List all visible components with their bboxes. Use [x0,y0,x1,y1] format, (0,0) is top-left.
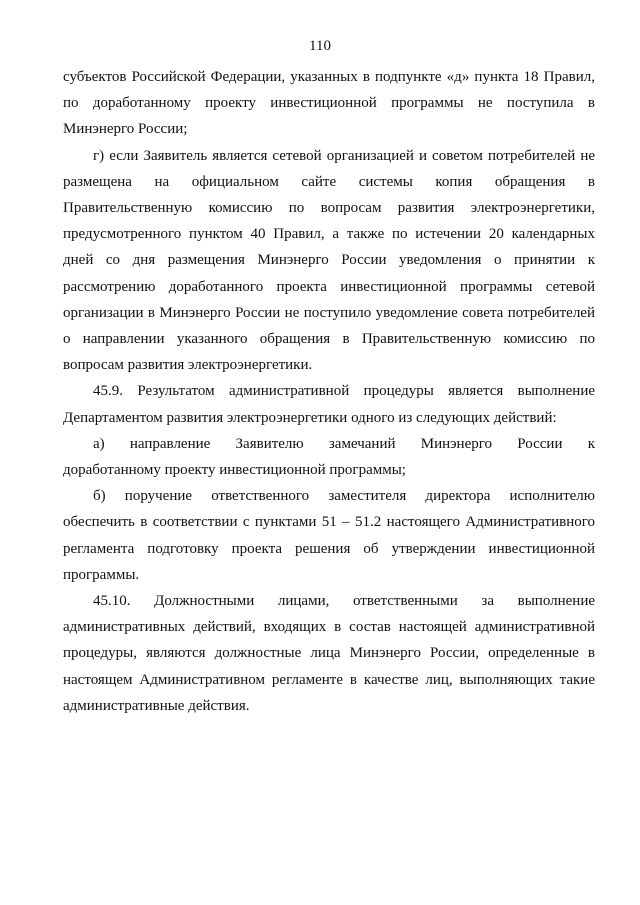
text-line: административные действия. [63,697,250,714]
text-line: дней со дня размещения Минэнерго России уведомления о принятии к [63,252,595,269]
text-line: вопросам развития электроэнергетики. [63,357,313,374]
text-line: Департаментом развития электроэнергетики одного из следующих действий: [63,409,557,426]
text-line: а) направление Заявителю замечаний Минэнерго России к [93,435,595,452]
text-line: размещена на официальном сайте системы копия обращения в [63,173,595,190]
text-line: Правительственную комиссию по вопросам развития электроэнергетики, [63,200,595,217]
paragraph-item-g [63,143,595,379]
paragraph-item-b [63,483,595,588]
text-line: предусмотренного пунктом 40 Правил, а также по истечении 20 календарных [63,226,595,243]
text-line: административных действий, входящих в состав настоящей административной [63,619,595,636]
document-body [63,64,595,719]
text-line: настоящем Административном регламенте в качестве лиц, выполняющих такие [63,671,595,688]
text-line: 45.10. Должностными лицами, ответственными за выполнение [93,593,595,610]
text-line: обеспечить в соответствии с пунктами 51 – 51.2 настоящего Административного [63,514,595,531]
text-line: б) поручение ответственного заместителя директора исполнителю [93,488,595,505]
text-line: доработанному проекту инвестиционной программы; [63,462,406,479]
page-number: 110 [309,38,331,54]
text-line: 45.9. Результатом административной процедуры является выполнение [93,383,595,400]
text-line: программы. [63,566,140,583]
text-line: по доработанному проекту инвестиционной программы не поступила в [63,95,595,112]
text-line: Минэнерго России; [63,121,188,138]
text-line: регламента подготовку проекта решения об утверждении инвестиционной [63,540,595,557]
text-line: процедуры, являются должностные лица Минэнерго России, определенные в [63,645,595,662]
text-line: организации в Минэнерго России не поступило уведомление совета потребителей [63,304,595,321]
paragraph-45-9 [63,378,595,430]
paragraph-continuation [63,64,595,143]
text-line: о направлении указанного обращения в Правительственную комиссию по [63,331,595,348]
text-line: рассмотрению доработанного проекта инвестиционной программы сетевой [63,278,595,295]
text-line: субъектов Российской Федерации, указанных в подпункте «д» пункта 18 Правил, [63,69,595,85]
paragraph-item-a [63,431,595,483]
paragraph-45-10 [63,588,595,719]
text-line: г) если Заявитель является сетевой организацией и советом потребителей не [93,147,595,164]
